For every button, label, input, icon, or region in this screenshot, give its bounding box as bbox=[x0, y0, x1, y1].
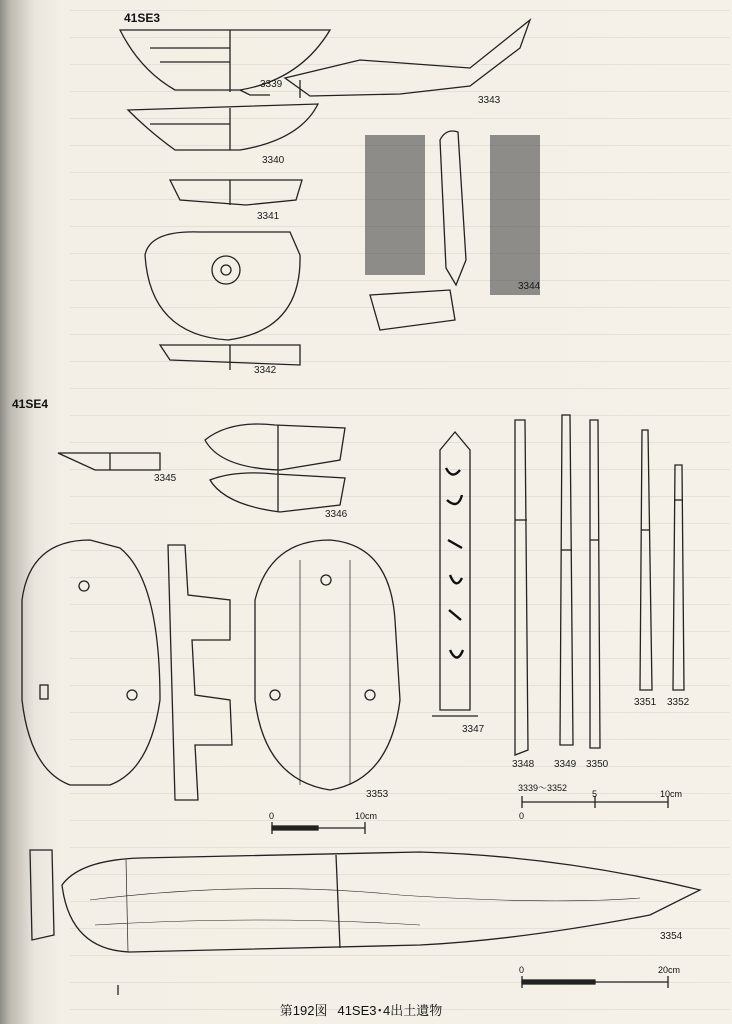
artifact-3341 bbox=[170, 180, 302, 205]
scale-bar-large bbox=[522, 976, 668, 988]
artifact-3349 bbox=[560, 415, 573, 745]
artifact-3339 bbox=[120, 30, 330, 95]
section-label-se4: 41SE4 bbox=[12, 397, 49, 411]
scale-tick-label: 0 bbox=[519, 811, 525, 821]
specimen-label: 3342 bbox=[254, 365, 277, 376]
scale-tick-label: 5 bbox=[592, 789, 598, 799]
figure-number: 第192図 bbox=[279, 1003, 328, 1018]
artifact-3342 bbox=[145, 232, 300, 370]
specimen-label: 3346 bbox=[325, 509, 348, 520]
artifact-3351 bbox=[640, 430, 652, 690]
specimen-label: 3349 bbox=[554, 759, 577, 770]
artifact-3340 bbox=[128, 104, 318, 150]
scale-tick-label: 0 bbox=[269, 811, 275, 821]
figure-caption bbox=[0, 1000, 732, 1019]
artifact-3354 bbox=[30, 850, 700, 995]
artifact-3343 bbox=[285, 20, 530, 98]
specimen-label: 3351 bbox=[634, 697, 657, 708]
specimen-label: 3344 bbox=[518, 281, 541, 292]
scale-range-label: 3339～3352 bbox=[518, 783, 568, 793]
specimen-label: 3352 bbox=[667, 697, 690, 708]
scale-bar-mid bbox=[272, 822, 365, 834]
specimen-label: 3350 bbox=[586, 759, 609, 770]
artifact-3348 bbox=[515, 420, 528, 755]
specimen-label: 3353 bbox=[366, 789, 389, 800]
specimen-label: 3341 bbox=[257, 211, 280, 222]
figure-title: 41SE3･4出土遺物 bbox=[337, 1003, 443, 1018]
artifact-3350 bbox=[590, 420, 600, 748]
artifact-3352 bbox=[673, 465, 684, 690]
specimen-label: 3340 bbox=[262, 155, 285, 166]
artifact-3347 bbox=[432, 432, 478, 716]
specimen-label: 3343 bbox=[478, 95, 501, 106]
scale-tick-label: 0 bbox=[519, 965, 525, 975]
specimen-label: 3347 bbox=[462, 724, 485, 735]
artifact-3353 bbox=[22, 540, 400, 800]
scale-tick-label: 10cm bbox=[660, 789, 683, 799]
scale-tick-label: 20cm bbox=[658, 965, 681, 975]
section-label-se3: 41SE3 bbox=[124, 11, 161, 25]
specimen-label: 3345 bbox=[154, 473, 177, 484]
artifact-3346 bbox=[205, 424, 345, 512]
artifact-3344 bbox=[365, 131, 540, 330]
specimen-label: 3339 bbox=[260, 79, 283, 90]
specimen-label: 3348 bbox=[512, 759, 535, 770]
artifact-3345 bbox=[58, 453, 160, 470]
scale-tick-label: 10cm bbox=[355, 811, 378, 821]
specimen-label: 3354 bbox=[660, 931, 683, 942]
